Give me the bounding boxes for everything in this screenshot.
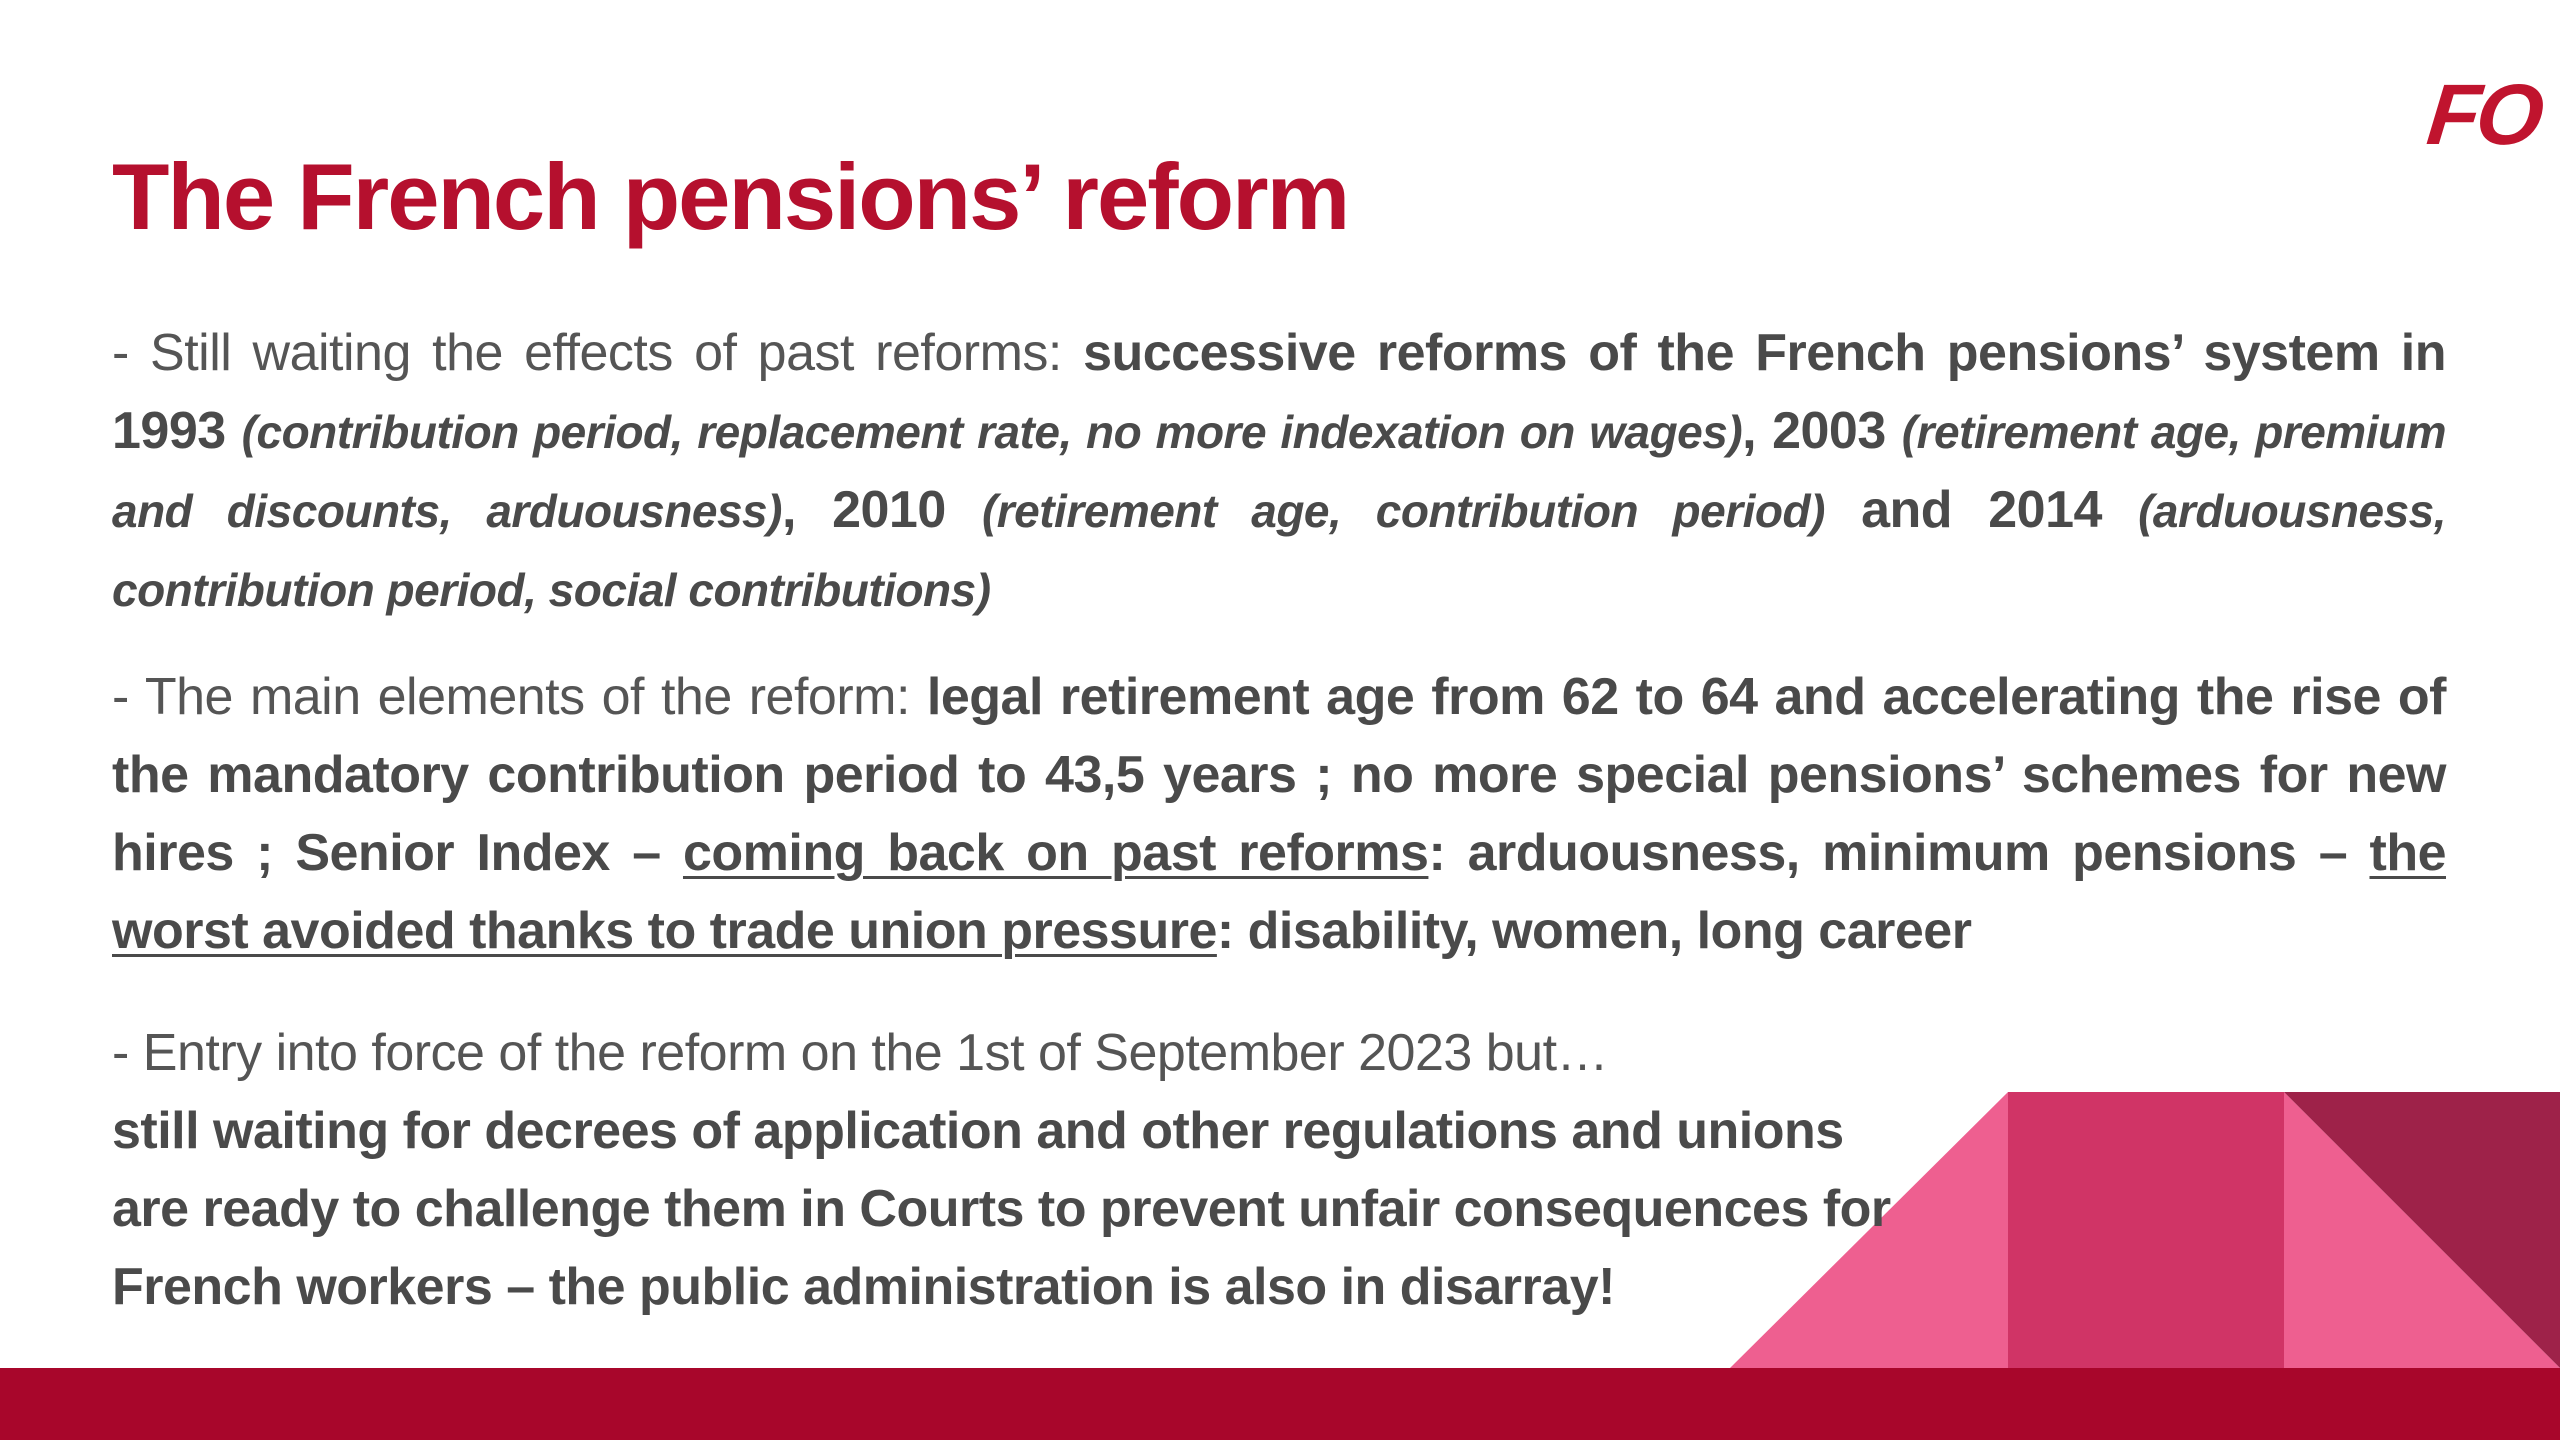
p1-italic-3: (retirement age, contribution period): [981, 485, 1825, 537]
p1-italic-1: (contribution period, replacement rate, no more indexation on wages): [241, 406, 1743, 458]
p3-lead: - Entry into force of the reform on the 1st of September 2023 but…: [112, 1024, 1609, 1082]
p2-text-2: : arduousness, minimum pensions –: [1428, 824, 2370, 882]
p1-text-2: , 2003: [1742, 402, 1902, 460]
p1-italic-4: (arduousness, contribution period, social contributions): [112, 485, 2447, 616]
p1-italic-2: (retirement age, premium and discounts, arduousness): [112, 406, 2446, 537]
paragraph-past-reforms: [112, 314, 2446, 629]
p2-text-1: legal retirement age from 62 to 64 and accelerating the rise of the mandatory contribution period to 43,5 years ; no more special pensions’ schemes for new hires ; Senior Index –: [112, 668, 2446, 882]
p1-text-1: successive reforms of the French pensions’ system in 1993: [112, 324, 2446, 460]
p3-body: still waiting for decrees of application and other regulations and unions are ready to challenge them in Courts to prevent unfair consequences for French workers – the public administration is also in disarray!: [112, 1102, 1891, 1316]
p2-underlined-2: the worst avoided thanks to trade union pressure: [112, 824, 2446, 960]
footer-bar: [0, 1368, 2560, 1440]
p2-text-3: : disability, women, long career: [1216, 902, 1972, 960]
magenta-block: [2008, 1092, 2284, 1368]
paragraph-entry-into-force: [112, 1014, 1892, 1326]
p2-underlined-1: coming back on past reforms: [682, 824, 1429, 882]
page-title: The French pensions’ reform: [112, 144, 1349, 249]
fo-logo: FO: [2422, 67, 2545, 163]
p1-lead: - Still waiting the effects of past reforms:: [112, 324, 1084, 382]
paragraph-main-elements: [112, 658, 2446, 970]
p2-lead: - The main elements of the reform:: [112, 668, 927, 726]
p1-text-4: and 2014: [1824, 481, 2139, 539]
p1-text-3: , 2010: [781, 481, 982, 539]
